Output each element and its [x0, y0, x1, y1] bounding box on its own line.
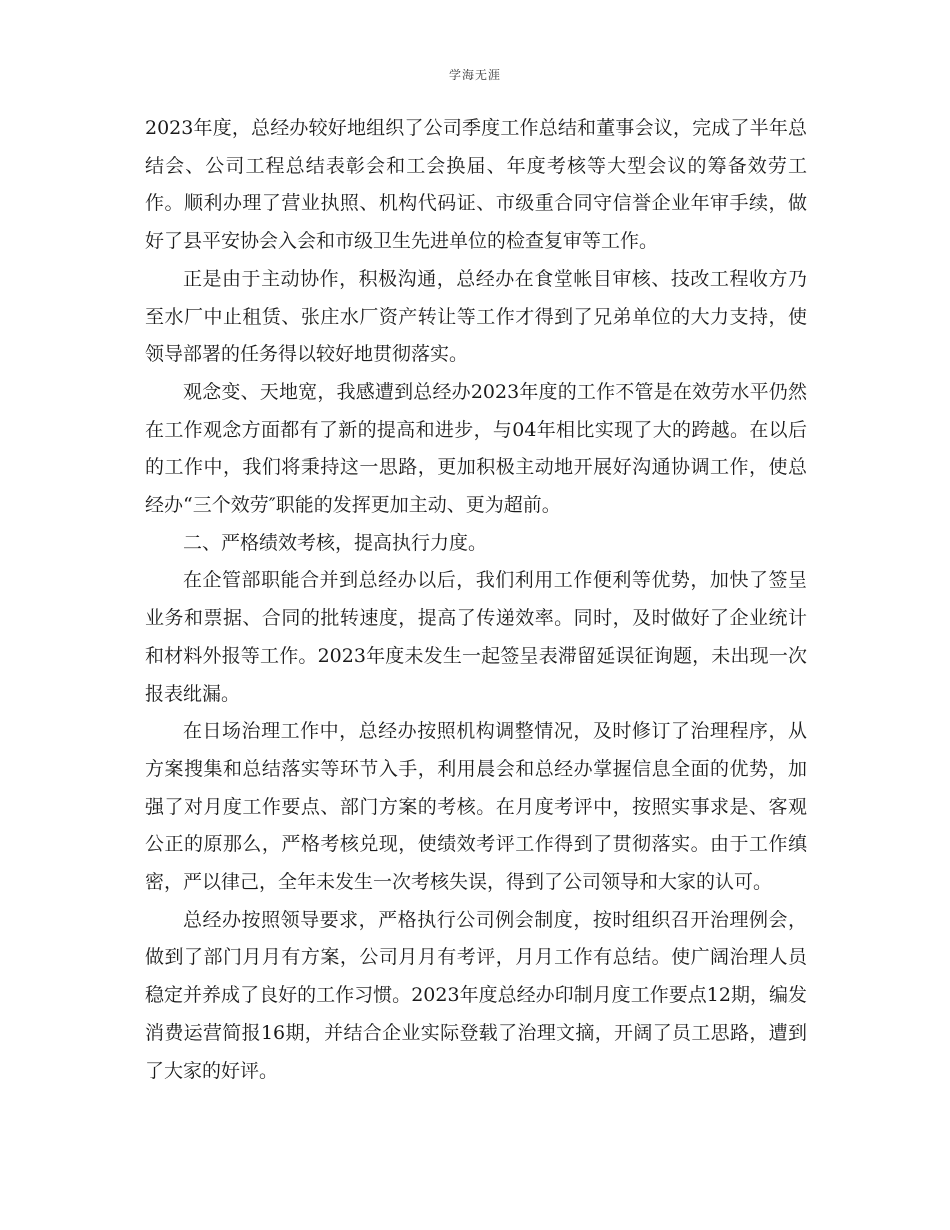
paragraph-daily-management: 在日场治理工作中，总经办按照机构调整情况，及时修订了治理程序，从方案搜集和总结落实等环节入手，利用晨会和总经办掌握信息全面的优势，加强了对月度工作要点、部门方案的考核。在月度考评中，按照实事求是、客观公正的原那么，严格考核兑现，使绩效考评工作得到了贯彻落实。由于工作缜密，严以律己，全年未发生一次考核失误，得到了公司领导和大家的认可。 [145, 720, 807, 894]
paragraph-concept-change: 观念变、天地宽，我感遭到总经办2023年度的工作不管是在效劳水平仍然在工作观念方面都有了新的提高和进步，与04年相比实现了大的跨越。在以后的工作中，我们将秉持这一思路，更加积极主动地开展好沟通协调工作，使总经办“三个效劳″职能的发挥更加主动、更为超前。 [145, 380, 807, 517]
paragraph-coordination: 正是由于主动协作，积极沟通，总经办在食堂帐目审核、技改工程收方乃至水厂中止租赁、张庄水厂资产转让等工作才得到了兄弟单位的大力支持，使领导部署的任务得以较好地贯彻落实。 [145, 267, 807, 366]
page-header: 学海无涯 [448, 68, 501, 82]
document-body [145, 110, 807, 1090]
paragraph-regular-meetings: 总经办按照领导要求，严格执行公司例会制度，按时组织召开治理例会，做到了部门月月有方案，公司月月有考评，月月工作有总结。使广阔治理人员稳定并养成了良好的工作习惯。2023年度总经办印制月度工作要点12期，编发消费运营简报16期，并结合企业实际登载了治理文摘，开阔了员工思路，遭到了大家的好评。 [145, 908, 807, 1082]
section-heading-performance: 二、严格绩效考核，提高执行力度。 [183, 531, 488, 554]
paragraph-merger: 在企管部职能合并到总经办以后，我们利用工作便利等优势，加快了签呈业务和票据、合同的批转速度，提高了传递效率。同时，及时做好了企业统计和材料外报等工作。2023年度未发生一起签呈表滞留延误征询题，未出现一次报表纰漏。 [145, 569, 807, 705]
paragraph-annual-meetings: 2023年度，总经办较好地组织了公司季度工作总结和董事会议，完成了半年总结会、公司工程总结表彰会和工会换届、年度考核等大型会议的筹备效劳工作。顺利办理了营业执照、机构代码证、市级重合同守信誉企业年审手续，做好了县平安协会入会和市级卫生先进单位的检查复审等工作。 [145, 117, 807, 253]
